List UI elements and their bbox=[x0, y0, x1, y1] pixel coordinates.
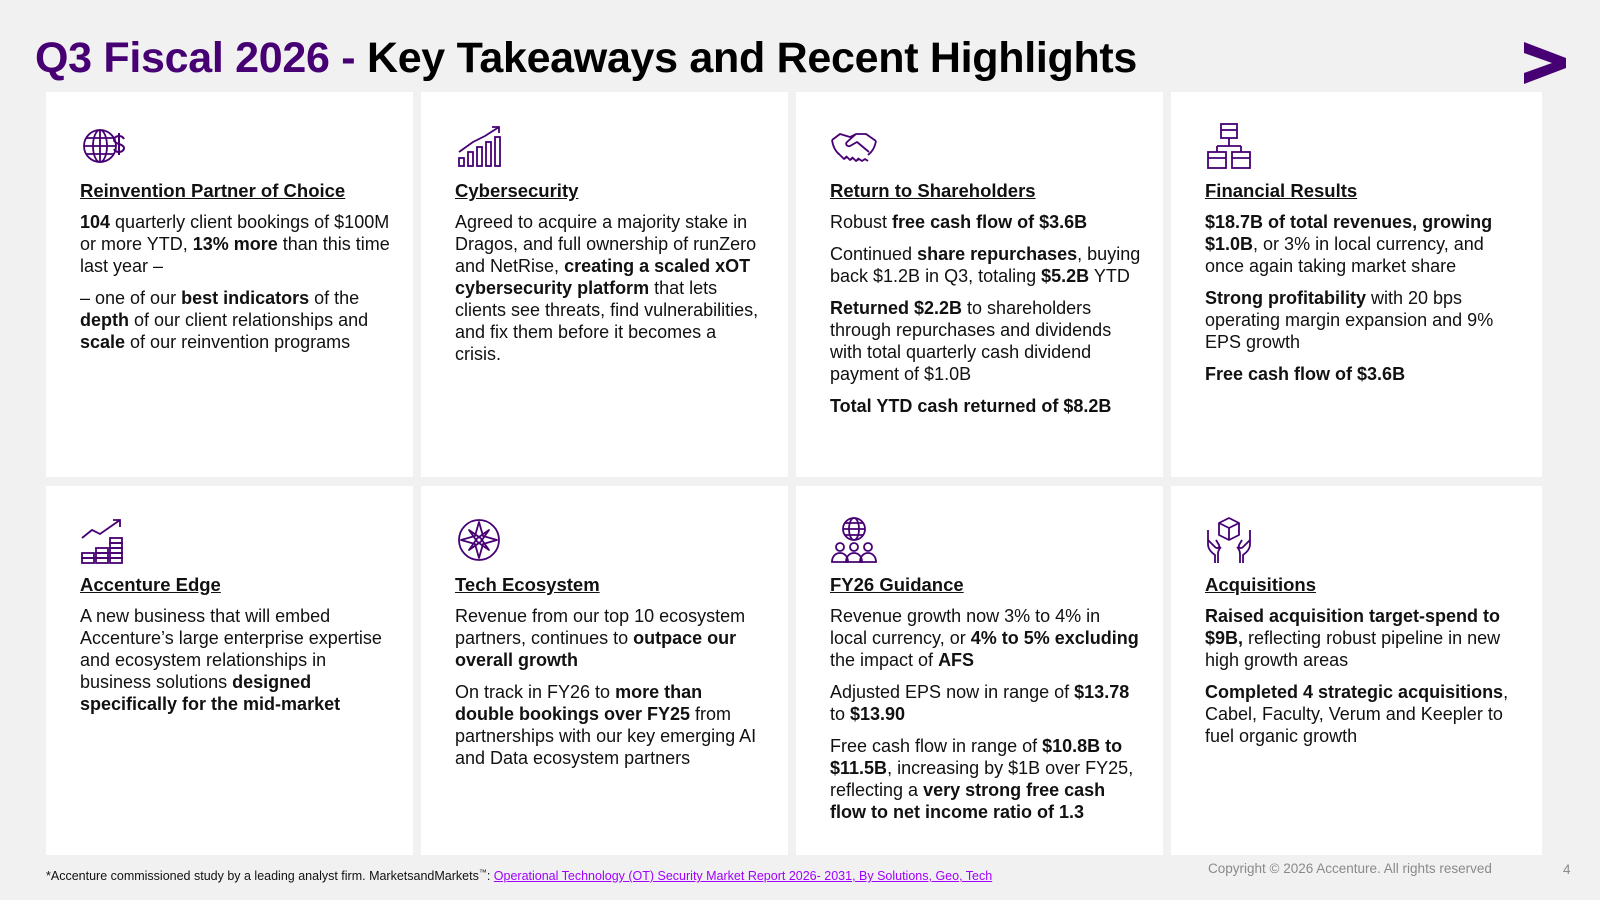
emphasis-text: depth bbox=[80, 310, 129, 330]
org-chart-icon bbox=[1205, 122, 1253, 170]
card-title: FY26 Guidance bbox=[830, 574, 964, 595]
body-text: , buying back $1.2B in Q3, totaling bbox=[830, 244, 1141, 286]
emphasis-text: Returned $2.2B bbox=[830, 298, 963, 318]
card-fy26-guidance bbox=[796, 486, 1163, 855]
card-paragraph bbox=[830, 605, 1141, 671]
card-title: Return to Shareholders bbox=[830, 180, 1036, 201]
card-paragraph bbox=[830, 211, 1141, 233]
emphasis-text: $5.2B bbox=[1041, 266, 1090, 286]
card-paragraph bbox=[830, 735, 1141, 823]
body-text: than this time last year – bbox=[80, 234, 390, 276]
accenture-logo-icon bbox=[1524, 42, 1566, 84]
page-number: 4 bbox=[1563, 862, 1571, 877]
body-text: reflecting robust pipeline in new high growth areas bbox=[1205, 628, 1501, 670]
emphasis-text: scale bbox=[80, 332, 126, 352]
body-text: , or 3% in local currency, and once again taking market share bbox=[1205, 234, 1484, 276]
body-text: of our client relationships and bbox=[129, 310, 369, 330]
highlights-grid bbox=[46, 92, 1540, 855]
body-text: to shareholders through repurchases and dividends with total quarterly cash dividend payment of $1.0B bbox=[830, 298, 1112, 384]
copyright: Copyright © 2026 Accenture. All rights reserved bbox=[1208, 861, 1492, 876]
body-text: A new business that will embed Accenture’s large enterprise expertise and ecosystem relationships in business solutions bbox=[80, 606, 382, 692]
card-body bbox=[1205, 605, 1520, 747]
body-text: Revenue from our top 10 ecosystem partners, continues to bbox=[455, 606, 746, 648]
card-paragraph bbox=[830, 681, 1141, 725]
card-paragraph bbox=[1205, 605, 1520, 671]
body-text: On track in FY26 to bbox=[455, 682, 616, 702]
body-text: Agreed to acquire a majority stake in Dragos, and full ownership of runZero and NetRise, bbox=[455, 212, 757, 276]
emphasis-text: best indicators bbox=[181, 288, 310, 308]
card-cybersecurity bbox=[421, 92, 788, 477]
card-body bbox=[1205, 211, 1520, 385]
emphasis-text: $13.90 bbox=[850, 704, 906, 724]
card-paragraph bbox=[455, 211, 766, 365]
body-text: that lets clients see threats, find vulnerabilities, and fix them before it becomes a crisis. bbox=[455, 278, 759, 364]
body-text: of the bbox=[309, 288, 360, 308]
globe-dollar-icon bbox=[80, 122, 128, 170]
body-text: to bbox=[830, 704, 851, 724]
card-title: Tech Ecosystem bbox=[455, 574, 600, 595]
globe-people-icon bbox=[830, 516, 878, 564]
emphasis-text: share repurchases bbox=[917, 244, 1078, 264]
emphasis-text: Total YTD cash returned of $8.2B bbox=[830, 396, 1112, 416]
card-body bbox=[830, 211, 1141, 417]
trend-up-coins-icon bbox=[80, 516, 128, 564]
emphasis-text: Raised acquisition target-spend to $9B, bbox=[1205, 606, 1501, 648]
card-paragraph bbox=[830, 395, 1141, 417]
footnote-separator: : bbox=[486, 869, 494, 884]
body-text: , increasing by $1B over FY25, reflecting a bbox=[830, 758, 1134, 800]
emphasis-text: 13% more bbox=[192, 234, 278, 254]
card-body bbox=[80, 605, 391, 715]
body-text: with 20 bps operating margin expansion and 9% EPS growth bbox=[1205, 288, 1494, 352]
footnote-source-link[interactable]: Operational Technology (OT) Security Market Report 2026- 2031, By Solutions, Geo, Tech bbox=[493, 869, 993, 884]
body-text: , Cabel, Faculty, Verum and Keepler to fuel organic growth bbox=[1205, 682, 1509, 746]
card-paragraph bbox=[1205, 287, 1520, 353]
card-body bbox=[80, 211, 391, 353]
emphasis-text: $13.78 bbox=[1074, 682, 1130, 702]
body-text: quarterly client bookings of $100M or more YTD, bbox=[80, 212, 390, 254]
emphasis-text: very strong free cash flow to net income ratio of 1.3 bbox=[830, 780, 1106, 822]
card-body bbox=[455, 605, 766, 769]
card-return-to-shareholders bbox=[796, 92, 1163, 477]
emphasis-text: more than double bookings over FY25 bbox=[455, 682, 703, 724]
card-paragraph bbox=[1205, 363, 1520, 385]
body-text: – one of our bbox=[80, 288, 182, 308]
page-title bbox=[35, 34, 1137, 83]
body-text: of our reinvention programs bbox=[125, 332, 351, 352]
body-text: YTD bbox=[1089, 266, 1130, 286]
body-text: the impact of bbox=[830, 650, 939, 670]
card-financial-results bbox=[1171, 92, 1542, 477]
body-text: Free cash flow in range of bbox=[830, 736, 1043, 756]
card-acquisitions bbox=[1171, 486, 1542, 855]
emphasis-text: $10.8B to $11.5B bbox=[830, 736, 1123, 778]
emphasis-text: 104 bbox=[80, 212, 111, 232]
card-title: Reinvention Partner of Choice bbox=[80, 180, 346, 201]
card-body bbox=[830, 605, 1141, 823]
body-text: Robust bbox=[830, 212, 893, 232]
card-tech-ecosystem bbox=[421, 486, 788, 855]
body-text: Continued bbox=[830, 244, 918, 264]
card-paragraph bbox=[830, 243, 1141, 287]
card-paragraph bbox=[830, 297, 1141, 385]
body-text: Adjusted EPS now in range of bbox=[830, 682, 1075, 702]
growth-bars-icon bbox=[455, 122, 503, 170]
card-paragraph bbox=[1205, 211, 1520, 277]
emphasis-text: $18.7B of total revenues, growing $1.0B bbox=[1205, 212, 1493, 254]
emphasis-text: Free cash flow of $3.6B bbox=[1205, 364, 1406, 384]
body-text: from partnerships with our key emerging AI and Data ecosystem partners bbox=[455, 704, 757, 768]
card-paragraph bbox=[80, 211, 391, 277]
emphasis-text: AFS bbox=[938, 650, 975, 670]
emphasis-text: Strong profitability bbox=[1205, 288, 1366, 308]
card-title: Acquisitions bbox=[1205, 574, 1317, 595]
hands-box-icon bbox=[1205, 516, 1253, 564]
emphasis-text: free cash flow of $3.6B bbox=[892, 212, 1088, 232]
card-title: Cybersecurity bbox=[455, 180, 579, 201]
emphasis-text: Completed 4 strategic acquisitions bbox=[1205, 682, 1504, 702]
card-paragraph bbox=[455, 605, 766, 671]
emphasis-text: 4% to 5% excluding bbox=[970, 628, 1139, 648]
card-paragraph bbox=[455, 681, 766, 769]
emphasis-text: creating a scaled xOT cybersecurity platform bbox=[455, 256, 751, 298]
page-title-accent: Q3 Fiscal 2026 - bbox=[35, 34, 367, 82]
footnote-trademark: ™ bbox=[478, 868, 487, 877]
card-title: Accenture Edge bbox=[80, 574, 221, 595]
emphasis-text: designed specifically for the mid-market bbox=[80, 672, 341, 714]
card-accenture-edge bbox=[46, 486, 413, 855]
emphasis-text: outpace our overall growth bbox=[455, 628, 737, 670]
footnote bbox=[46, 868, 992, 883]
footnote-text: *Accenture commissioned study by a leading analyst firm. MarketsandMarkets bbox=[46, 869, 479, 884]
card-paragraph bbox=[80, 287, 391, 353]
card-paragraph bbox=[1205, 681, 1520, 747]
page-title-main: Key Takeaways and Recent Highlights bbox=[366, 34, 1138, 82]
card-body bbox=[455, 211, 766, 365]
body-text: Revenue growth now 3% to 4% in local currency, or bbox=[830, 606, 1101, 648]
handshake-icon bbox=[830, 122, 878, 170]
card-reinvention-partner bbox=[46, 92, 413, 477]
compass-icon bbox=[455, 516, 503, 564]
card-paragraph bbox=[80, 605, 391, 715]
card-title: Financial Results bbox=[1205, 180, 1358, 201]
